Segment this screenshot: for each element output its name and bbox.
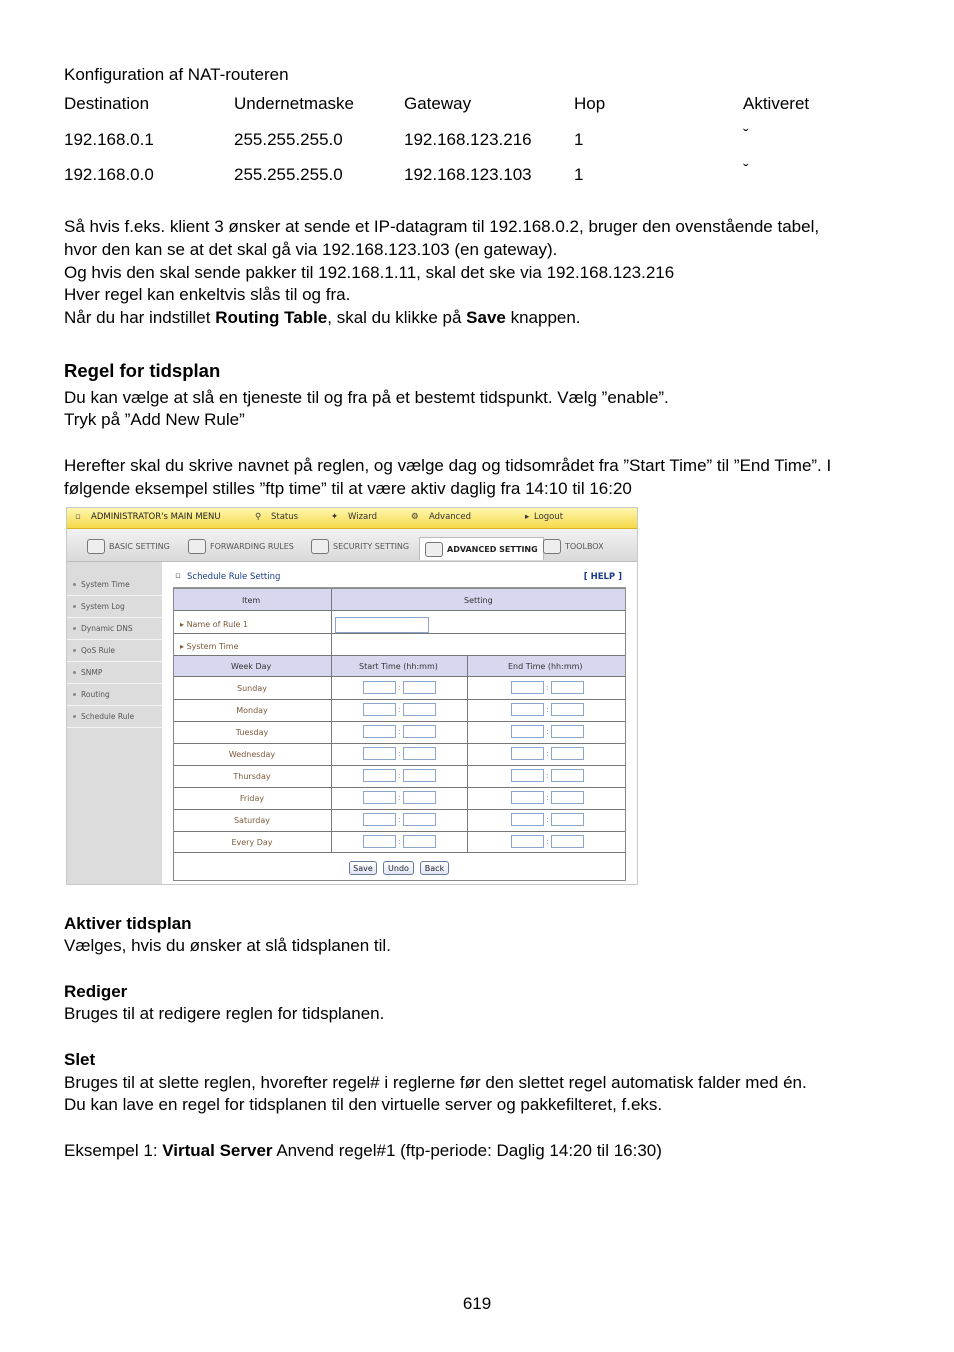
forwarding-icon bbox=[188, 539, 206, 554]
basic-setting-icon bbox=[87, 539, 105, 554]
start-minute-input[interactable] bbox=[403, 725, 436, 738]
rediger-heading: Rediger bbox=[64, 982, 128, 1001]
intro-title: Konfiguration af NAT-routeren bbox=[64, 65, 289, 84]
system-time-label: ▸ System Time bbox=[180, 642, 239, 651]
panel-icon: ▫ bbox=[175, 571, 181, 581]
time-separator: : bbox=[398, 705, 401, 714]
paragraph-line: Hver regel kan enkeltvis slås til og fra. bbox=[64, 285, 351, 304]
paragraph-line: Vælges, hvis du ønsker at slå tidsplanen til. bbox=[64, 936, 391, 955]
table-cell: 192.168.0.0 bbox=[64, 165, 154, 184]
col-item: Item bbox=[242, 596, 261, 605]
sidebar-item-label: Dynamic DNS bbox=[81, 624, 133, 633]
end-hour-input[interactable] bbox=[511, 813, 544, 826]
end-hour-input[interactable] bbox=[511, 769, 544, 782]
text: Anvend regel#1 (ftp-periode: Daglig 14:20 til 16:30) bbox=[272, 1141, 662, 1160]
sidebar-item-schedule-rule[interactable] bbox=[67, 706, 162, 728]
router-screenshot bbox=[66, 507, 638, 885]
end-hour-input[interactable] bbox=[511, 791, 544, 804]
start-minute-input[interactable] bbox=[403, 813, 436, 826]
schedule-rule-panel bbox=[173, 569, 626, 882]
security-icon bbox=[311, 539, 329, 554]
end-minute-input[interactable] bbox=[551, 791, 584, 804]
tab-label: FORWARDING RULES bbox=[210, 541, 294, 551]
divider bbox=[467, 656, 468, 852]
wizard-link[interactable]: Wizard bbox=[348, 512, 377, 522]
arrow-icon: ▸ bbox=[525, 512, 530, 522]
start-hour-input[interactable] bbox=[363, 813, 396, 826]
aktiver-heading: Aktiver tidsplan bbox=[64, 914, 192, 933]
weekday-label: Sunday bbox=[237, 684, 267, 693]
back-button[interactable]: Back bbox=[420, 861, 449, 875]
menu-icon: ▫ bbox=[75, 512, 81, 522]
tab-toolbox[interactable] bbox=[543, 535, 604, 557]
time-separator: : bbox=[546, 705, 549, 714]
divider bbox=[174, 610, 625, 611]
text: Eksempel 1: bbox=[64, 1141, 163, 1160]
paragraph-line bbox=[64, 307, 581, 329]
col-gateway: Gateway bbox=[404, 94, 472, 113]
save-term: Save bbox=[466, 308, 506, 327]
start-minute-input[interactable] bbox=[403, 769, 436, 782]
tab-label: TOOLBOX bbox=[565, 541, 604, 551]
check-mark: ˇ bbox=[743, 161, 749, 180]
start-hour-input[interactable] bbox=[363, 681, 396, 694]
time-separator: : bbox=[546, 749, 549, 758]
divider bbox=[174, 699, 625, 700]
paragraph-line: Tryk på ”Add New Rule” bbox=[64, 410, 245, 429]
divider bbox=[174, 809, 625, 810]
tab-label: SECURITY SETTING bbox=[333, 541, 410, 551]
tab-bar bbox=[67, 529, 637, 562]
paragraph-line: Du kan lave en regel for tidsplanen til den virtuelle server og pakkefilteret, f.eks. bbox=[64, 1095, 663, 1114]
col-subnet: Undernetmaske bbox=[234, 94, 355, 113]
paragraph-line: Herefter skal du skrive navnet på reglen, og vælge dag og tidsområdet fra ”Start Time” til ”End Time”. I bbox=[64, 456, 832, 475]
table-cell: 1 bbox=[574, 165, 584, 184]
status-link[interactable]: Status bbox=[271, 512, 299, 522]
advanced-icon: ⚙ bbox=[411, 512, 419, 522]
paragraph-line: hvor den kan se at det skal gå via 192.168.123.103 (en gateway). bbox=[64, 240, 558, 259]
time-separator: : bbox=[546, 815, 549, 824]
col-activated: Aktiveret bbox=[743, 94, 810, 113]
end-hour-input[interactable] bbox=[511, 725, 544, 738]
table-cell: 192.168.123.103 bbox=[404, 165, 532, 184]
divider bbox=[174, 831, 625, 832]
divider bbox=[174, 676, 625, 677]
tab-label: ADVANCED SETTING bbox=[447, 544, 538, 554]
weekday-label: Every Day bbox=[231, 838, 273, 847]
divider bbox=[174, 852, 625, 853]
weekday-label: Wednesday bbox=[228, 750, 276, 759]
start-minute-input[interactable] bbox=[403, 681, 436, 694]
end-minute-input[interactable] bbox=[551, 813, 584, 826]
col-end-time: End Time (hh:mm) bbox=[508, 662, 583, 671]
time-separator: : bbox=[546, 683, 549, 692]
divider bbox=[174, 721, 625, 722]
weekday-label: Monday bbox=[236, 706, 268, 715]
divider bbox=[174, 743, 625, 744]
sidebar-item-label: QoS Rule bbox=[81, 646, 115, 655]
virtual-server-term: Virtual Server bbox=[162, 1141, 273, 1160]
start-minute-input[interactable] bbox=[403, 747, 436, 760]
time-separator: : bbox=[398, 815, 401, 824]
sidebar-item-system-time[interactable] bbox=[67, 574, 162, 596]
rule-name-input[interactable] bbox=[335, 617, 429, 633]
label-text: System Time bbox=[186, 642, 239, 651]
logout-link[interactable]: Logout bbox=[534, 512, 564, 522]
col-start-time: Start Time (hh:mm) bbox=[359, 662, 438, 671]
paragraph-line: Du kan vælge at slå en tjeneste til og fra på et bestemt tidspunkt. Vælg ”enable”. bbox=[64, 388, 669, 407]
end-minute-input[interactable] bbox=[551, 747, 584, 760]
sidebar-item-label: SNMP bbox=[81, 668, 103, 677]
table-cell: 192.168.123.216 bbox=[404, 130, 532, 149]
routing-table-term: Routing Table bbox=[215, 308, 328, 327]
panel-header bbox=[173, 569, 626, 587]
slet-heading: Slet bbox=[64, 1050, 96, 1069]
top-menu-bar bbox=[67, 508, 637, 529]
text: , skal du klikke på bbox=[327, 308, 467, 327]
weekday-label: Thursday bbox=[233, 772, 271, 781]
weekday-label: Tuesday bbox=[235, 728, 269, 737]
sidebar-item-label: System Time bbox=[81, 580, 130, 589]
divider bbox=[174, 765, 625, 766]
divider bbox=[174, 787, 625, 788]
table-cell: 1 bbox=[574, 130, 584, 149]
time-separator: : bbox=[546, 727, 549, 736]
weekday-label: Friday bbox=[239, 794, 265, 803]
time-separator: : bbox=[546, 837, 549, 846]
status-icon: ⚲ bbox=[255, 512, 262, 522]
main-menu-title: ADMINISTRATOR's MAIN MENU bbox=[91, 512, 221, 522]
save-button[interactable]: Save bbox=[349, 861, 377, 875]
end-minute-input[interactable] bbox=[551, 725, 584, 738]
divider bbox=[331, 656, 332, 852]
tab-forwarding-rules[interactable] bbox=[188, 535, 294, 557]
check-mark: ˇ bbox=[743, 126, 749, 145]
start-hour-input[interactable] bbox=[363, 769, 396, 782]
tab-security-setting[interactable] bbox=[311, 535, 409, 557]
example-line bbox=[64, 1140, 662, 1162]
end-minute-input[interactable] bbox=[551, 769, 584, 782]
paragraph-line: Bruges til at slette reglen, hvorefter regel# i reglerne før den slettet regel automatisk falder med én. bbox=[64, 1073, 807, 1092]
text: knappen. bbox=[505, 308, 581, 327]
help-link[interactable]: [ HELP ] bbox=[583, 572, 622, 582]
time-separator: : bbox=[398, 683, 401, 692]
sidebar-item-dynamic-dns[interactable] bbox=[67, 618, 162, 640]
time-separator: : bbox=[546, 771, 549, 780]
time-separator: : bbox=[398, 771, 401, 780]
sidebar-item-system-log[interactable] bbox=[67, 596, 162, 618]
start-hour-input[interactable] bbox=[363, 703, 396, 716]
sidebar-item-label: Routing bbox=[81, 690, 110, 699]
end-hour-input[interactable] bbox=[511, 703, 544, 716]
section-heading: Regel for tidsplan bbox=[64, 360, 221, 381]
sidebar-item-label: System Log bbox=[81, 602, 125, 611]
tab-basic-setting[interactable] bbox=[87, 535, 170, 557]
start-hour-input[interactable] bbox=[363, 747, 396, 760]
start-hour-input[interactable] bbox=[363, 835, 396, 848]
end-minute-input[interactable] bbox=[551, 681, 584, 694]
start-minute-input[interactable] bbox=[403, 791, 436, 804]
name-of-rule-label: ▸ Name of Rule 1 bbox=[180, 620, 249, 629]
time-separator: : bbox=[398, 837, 401, 846]
toolbox-icon bbox=[543, 539, 561, 554]
start-minute-input[interactable] bbox=[403, 835, 436, 848]
end-hour-input[interactable] bbox=[511, 681, 544, 694]
table-cell: 192.168.0.1 bbox=[64, 130, 154, 149]
panel-title: Schedule Rule Setting bbox=[187, 572, 281, 582]
paragraph-line: Og hvis den skal sende pakker til 192.168.1.11, skal det ske via 192.168.123.216 bbox=[64, 263, 675, 282]
sidebar-item-qos-rule[interactable] bbox=[67, 640, 162, 662]
table-cell: 255.255.255.0 bbox=[234, 130, 343, 149]
col-hop: Hop bbox=[574, 94, 606, 113]
col-setting: Setting bbox=[464, 596, 493, 605]
advanced-setting-icon bbox=[425, 542, 443, 557]
tab-advanced-setting[interactable] bbox=[419, 537, 544, 560]
sidebar-item-snmp[interactable] bbox=[67, 662, 162, 684]
sidebar bbox=[67, 562, 162, 884]
sidebar-item-routing[interactable] bbox=[67, 684, 162, 706]
paragraph-line: Bruges til at redigere reglen for tidsplanen. bbox=[64, 1004, 385, 1023]
advanced-link[interactable]: Advanced bbox=[429, 512, 471, 522]
col-destination: Destination bbox=[64, 94, 150, 113]
end-hour-input[interactable] bbox=[511, 747, 544, 760]
col-weekday: Week Day bbox=[231, 662, 272, 671]
wizard-icon: ✦ bbox=[331, 512, 339, 522]
time-separator: : bbox=[398, 793, 401, 802]
paragraph-line: Så hvis f.eks. klient 3 ønsker at sende et IP-datagram til 192.168.0.2, bruger den ovenstående tabel, bbox=[64, 217, 820, 236]
tab-label: BASIC SETTING bbox=[109, 541, 170, 551]
time-separator: : bbox=[546, 793, 549, 802]
time-separator: : bbox=[398, 727, 401, 736]
undo-button[interactable]: Undo bbox=[383, 861, 414, 875]
end-minute-input[interactable] bbox=[551, 835, 584, 848]
start-minute-input[interactable] bbox=[403, 703, 436, 716]
weekday-label: Saturday bbox=[233, 816, 271, 825]
text: Når du har indstillet bbox=[64, 308, 216, 327]
end-hour-input[interactable] bbox=[511, 835, 544, 848]
end-minute-input[interactable] bbox=[551, 703, 584, 716]
time-separator: : bbox=[398, 749, 401, 758]
page-number: 619 bbox=[462, 1294, 492, 1313]
divider bbox=[174, 633, 625, 634]
start-hour-input[interactable] bbox=[363, 725, 396, 738]
divider bbox=[331, 589, 332, 655]
sidebar-item-label: Schedule Rule bbox=[81, 712, 135, 721]
paragraph-line: følgende eksempel stilles ”ftp time” til at være aktiv daglig fra 14:10 til 16:20 bbox=[64, 479, 632, 498]
start-hour-input[interactable] bbox=[363, 791, 396, 804]
table-cell: 255.255.255.0 bbox=[234, 165, 343, 184]
label-text: Name of Rule 1 bbox=[186, 620, 249, 629]
